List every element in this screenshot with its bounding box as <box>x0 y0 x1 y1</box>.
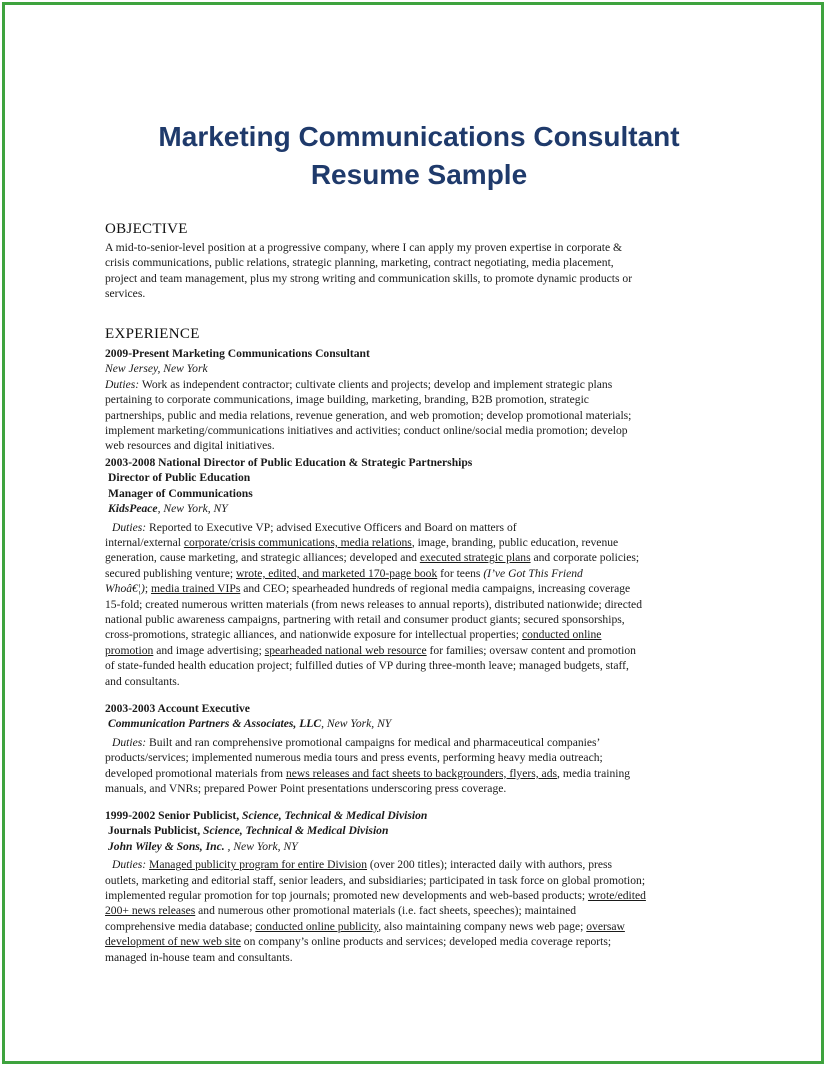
job-title-secondary: Director of Public Education <box>108 471 251 485</box>
objective-line: project and team management, plus my strong writing and communication skills, to promote dynamic products or <box>105 271 633 285</box>
company-name: KidsPeace <box>108 502 158 516</box>
duties-line: Duties: Built and ran comprehensive promotional campaigns for medical and pharmaceutical companies’ <box>112 735 601 749</box>
duties-line: outlets, marketing and editorial staff, senior leaders, and subsidiaries; participated in task force on global promotion; <box>105 873 646 887</box>
duties-label: Duties: <box>112 735 147 749</box>
duties-line: pertaining to corporate communications, image building, marketing, branding, B2B promotion, strategic <box>105 393 589 407</box>
title-line-1: Marketing Communications Consultant <box>158 121 680 152</box>
duties-line: developed promotional materials from news releases and fact sheets to backgrounders, flyers, ads, media training <box>105 766 631 780</box>
job-entry-consultant <box>105 346 733 454</box>
objective-line: services. <box>105 287 146 301</box>
duties-line: generation, cause marketing, and strategic alliances; developed and executed strategic plans and corporate policies; <box>105 551 640 565</box>
duties-line: promotion and image advertising; spearheaded national web resource for families; oversaw content and promotion <box>105 643 636 657</box>
duties-line: and consultants. <box>105 674 180 688</box>
duties-line: Whoâ€¦); media trained VIPs and CEO; spearheaded hundreds of regional media campaigns, increasing coverage <box>105 582 631 596</box>
duties-line: Duties: Work as independent contractor; cultivate clients and projects; develop and implement strategic plans <box>105 377 613 391</box>
duties-label: Duties: <box>112 520 147 534</box>
objective-heading: OBJECTIVE <box>105 221 188 237</box>
duties-line: managed in-house team and consultants. <box>105 950 293 964</box>
duties-line: Duties: Managed publicity program for entire Division (over 200 titles); interacted daily with authors, press <box>112 858 613 872</box>
job-entry-kidspeace <box>105 455 733 689</box>
title-line-2: Resume Sample <box>310 159 528 190</box>
duties-line: secured publishing venture; wrote, edited, and marketed 170-page book for teens (I’ve Got This Friend <box>105 566 583 580</box>
duties-label: Duties: <box>112 858 147 872</box>
objective-line: A mid-to-senior-level position at a progressive company, where I can apply my proven expertise in corporate & <box>105 241 623 254</box>
job-company-line <box>105 839 733 854</box>
duties-line: national public awareness campaigns, partnering with retail and consumer product giants; secured sponsorships, <box>105 613 625 627</box>
job-title-tertiary: Manager of Communications <box>108 486 253 500</box>
job-entry-account-executive <box>105 701 733 796</box>
company-name: Communication Partners & Associates, LLC <box>108 717 322 731</box>
document-title <box>105 118 733 194</box>
duties-line: comprehensive media database; conducted online publicity, also maintaining company news web page; oversaw <box>105 919 625 933</box>
job-location: New Jersey, New York <box>105 362 208 376</box>
job-title: 2009-Present Marketing Communications Consultant <box>105 347 370 360</box>
duties-line: cross-promotions, strategic alliances, and nationwide exposure for intellectual properties; conducted online <box>105 628 602 642</box>
duties-line: products/services; implemented numerous media tours and press events, performing heavy media outreach; <box>105 751 603 765</box>
duties-label: Duties: <box>105 377 140 391</box>
job-company-line <box>105 501 733 516</box>
duties-line: of state-funded health education project; fulfilled duties of VP during three-month leave; managed budgets, staff, <box>105 659 629 673</box>
job-title: 1999-2002 Senior Publicist, Science, Technical & Medical Division <box>105 809 428 822</box>
duties-line: manuals, and VNRs; prepared Power Point presentations underscoring press coverage. <box>105 782 507 796</box>
job-location: , New York, NY <box>157 502 228 516</box>
duties-line: internal/external corporate/crisis communications, media relations, image, branding, public education, revenue <box>105 536 619 550</box>
job-title: 2003-2008 National Director of Public Education & Strategic Partnerships <box>105 456 473 469</box>
job-title: 2003-2003 Account Executive <box>105 702 250 715</box>
duties-line: implemented regular promotion for top journals; promoted new developments and web-based products; wrote/edited <box>105 889 646 903</box>
objective-line: crisis communications, public relations, strategic planning, marketing, contract negotiating, media placement, <box>105 256 614 270</box>
page-frame <box>2 2 824 1064</box>
duties-line: Duties: Reported to Executive VP; advised Executive Officers and Board on matters of <box>112 520 517 534</box>
job-company-line <box>105 716 733 731</box>
job-location: , New York, NY <box>321 717 392 731</box>
company-name: John Wiley & Sons, Inc. <box>108 839 225 853</box>
duties-line: 15-fold; created numerous written materials (from news releases to annual reports), distributed nationwide; directed <box>105 597 642 611</box>
job-location: , New York, NY <box>224 839 298 853</box>
objective-text <box>105 240 733 302</box>
duties-line: 200+ news releases and numerous other promotional materials (i.e. fact sheets, speeches); maintained <box>105 904 577 918</box>
duties-line: implement marketing/communications initiatives and activities; conduct online/social media promotion; develop <box>105 424 628 438</box>
duties-line: web resources and digital initiatives. <box>105 439 275 453</box>
job-entry-wiley <box>105 808 733 965</box>
job-title-secondary: Journals Publicist, Science, Technical & Medical Division <box>108 824 389 838</box>
experience-heading: EXPERIENCE <box>105 326 200 342</box>
duties-line: development of new web site on company’s online products and services; developed media coverage reports; <box>105 935 612 949</box>
duties-line: partnerships, public and media relations, revenue generation, and web promotion; develop promotional materials; <box>105 408 632 422</box>
